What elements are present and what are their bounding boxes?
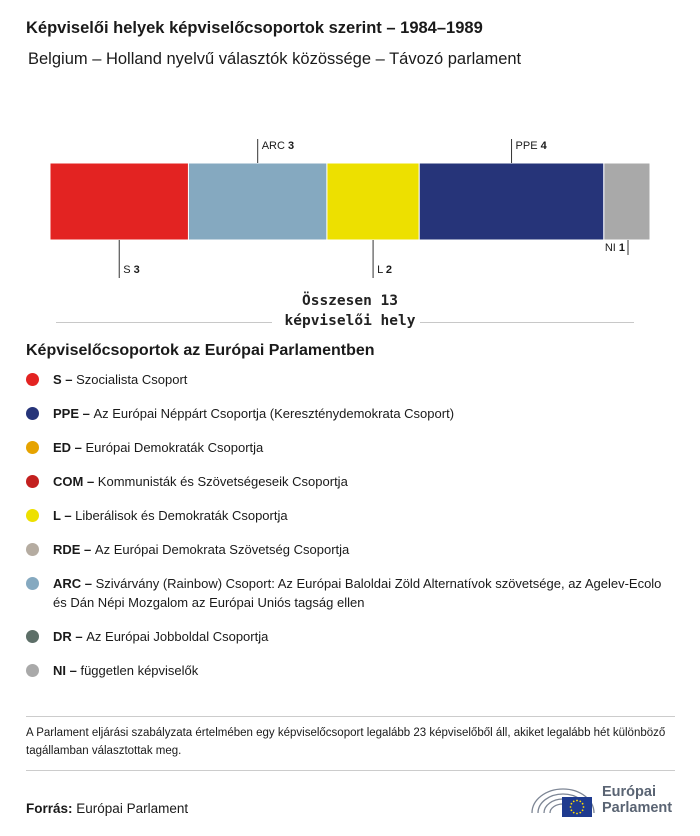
legend-text: Európai Demokraták Csoportja	[85, 440, 264, 455]
legend-code: NI –	[53, 663, 81, 678]
logo-line-2: Parlament	[602, 800, 673, 816]
legend-item-rde	[26, 540, 666, 559]
chart-title: Képviselői helyek képviselőcsoportok szerint – 1984–1989	[26, 19, 483, 37]
legend-item-ppe	[26, 404, 666, 423]
legend-text: független képviselők	[80, 663, 199, 678]
legend-item-dr	[26, 627, 666, 646]
bar-segment-l	[327, 163, 419, 240]
legend-code: PPE –	[53, 406, 94, 421]
legend-text: Az Európai Néppárt Csoportja (Kereszténydemokrata Csoport)	[93, 406, 455, 421]
total-rule-right	[420, 322, 634, 323]
legend-dot-icon	[26, 475, 39, 488]
legend-title: Képviselőcsoportok az Európai Parlamentben	[26, 342, 375, 359]
data-label-s: S 3	[123, 264, 140, 276]
chart-subtitle: Belgium – Holland nyelvű választók közössége – Távozó parlament	[28, 50, 522, 68]
legend-code: ARC –	[53, 576, 96, 591]
legend-item-l	[26, 506, 666, 525]
source-line	[26, 801, 188, 816]
bar-segment-ppe	[419, 163, 604, 240]
legend-dot-icon	[26, 543, 39, 556]
legend-dot-icon	[26, 630, 39, 643]
legend-text: Liberálisok és Demokraták Csoportja	[75, 508, 288, 523]
legend-item-arc	[26, 574, 666, 612]
note-rule-top	[26, 716, 675, 717]
legend-item-s	[26, 370, 666, 389]
data-label-ppe: PPE 4	[515, 140, 547, 152]
logo-line-1: Európai	[602, 784, 656, 800]
legend-dot-icon	[26, 373, 39, 386]
legend-text: Kommunisták és Szövetségeseik Csoportja	[97, 474, 348, 489]
legend-item-ni	[26, 661, 666, 680]
stacked-bar-chart	[0, 0, 700, 290]
bar-segment-s	[50, 163, 188, 240]
legend-item-ed	[26, 438, 666, 457]
legend-dot-icon	[26, 509, 39, 522]
legend-code: COM –	[53, 474, 98, 489]
ep-logo-text	[602, 784, 672, 816]
legend-dot-icon	[26, 664, 39, 677]
legend-text: Szivárvány (Rainbow) Csoport: Az Európai Baloldai Zöld Alternatívok szövetsége, az Agelev-Ecolo és Dán Népi Mozgalom az Európai Uniós tagság ellen	[53, 576, 662, 610]
total-rule-left	[56, 322, 272, 323]
bar-segment-ni	[604, 163, 650, 240]
legend-code: L –	[53, 508, 76, 523]
legend-dot-icon	[26, 407, 39, 420]
legend-dot-icon	[26, 577, 39, 590]
legend-text: Az Európai Jobboldal Csoportja	[86, 629, 269, 644]
legend-code: RDE –	[53, 542, 95, 557]
legend-code: DR –	[53, 629, 87, 644]
legend-item-com	[26, 472, 666, 491]
ep-hemicycle-icon	[528, 780, 598, 820]
ep-logo	[528, 780, 678, 820]
footnote: A Parlament eljárási szabályzata értelmében egy képviselőcsoport legalább 23 képviselőből áll, akiket legalább hét különböző tagállamban választottak meg.	[26, 727, 666, 757]
legend-code: S –	[53, 372, 77, 387]
data-label-arc: ARC 3	[261, 140, 295, 152]
data-label-ni: NI 1	[604, 242, 625, 254]
source-value: Európai Parlament	[76, 801, 189, 816]
legend-text: Az Európai Demokrata Szövetség Csoportja	[94, 542, 350, 557]
total-seats-label: Összesen 13 képviselői hely	[284, 293, 416, 329]
legend-dot-icon	[26, 441, 39, 454]
data-label-l: L 2	[377, 264, 392, 276]
legend	[26, 370, 666, 695]
legend-code: ED –	[53, 440, 86, 455]
note-rule-bottom	[26, 770, 675, 771]
source-label: Forrás:	[26, 801, 73, 816]
legend-text: Szocialista Csoport	[76, 372, 188, 387]
bar-segment-arc	[188, 163, 326, 240]
